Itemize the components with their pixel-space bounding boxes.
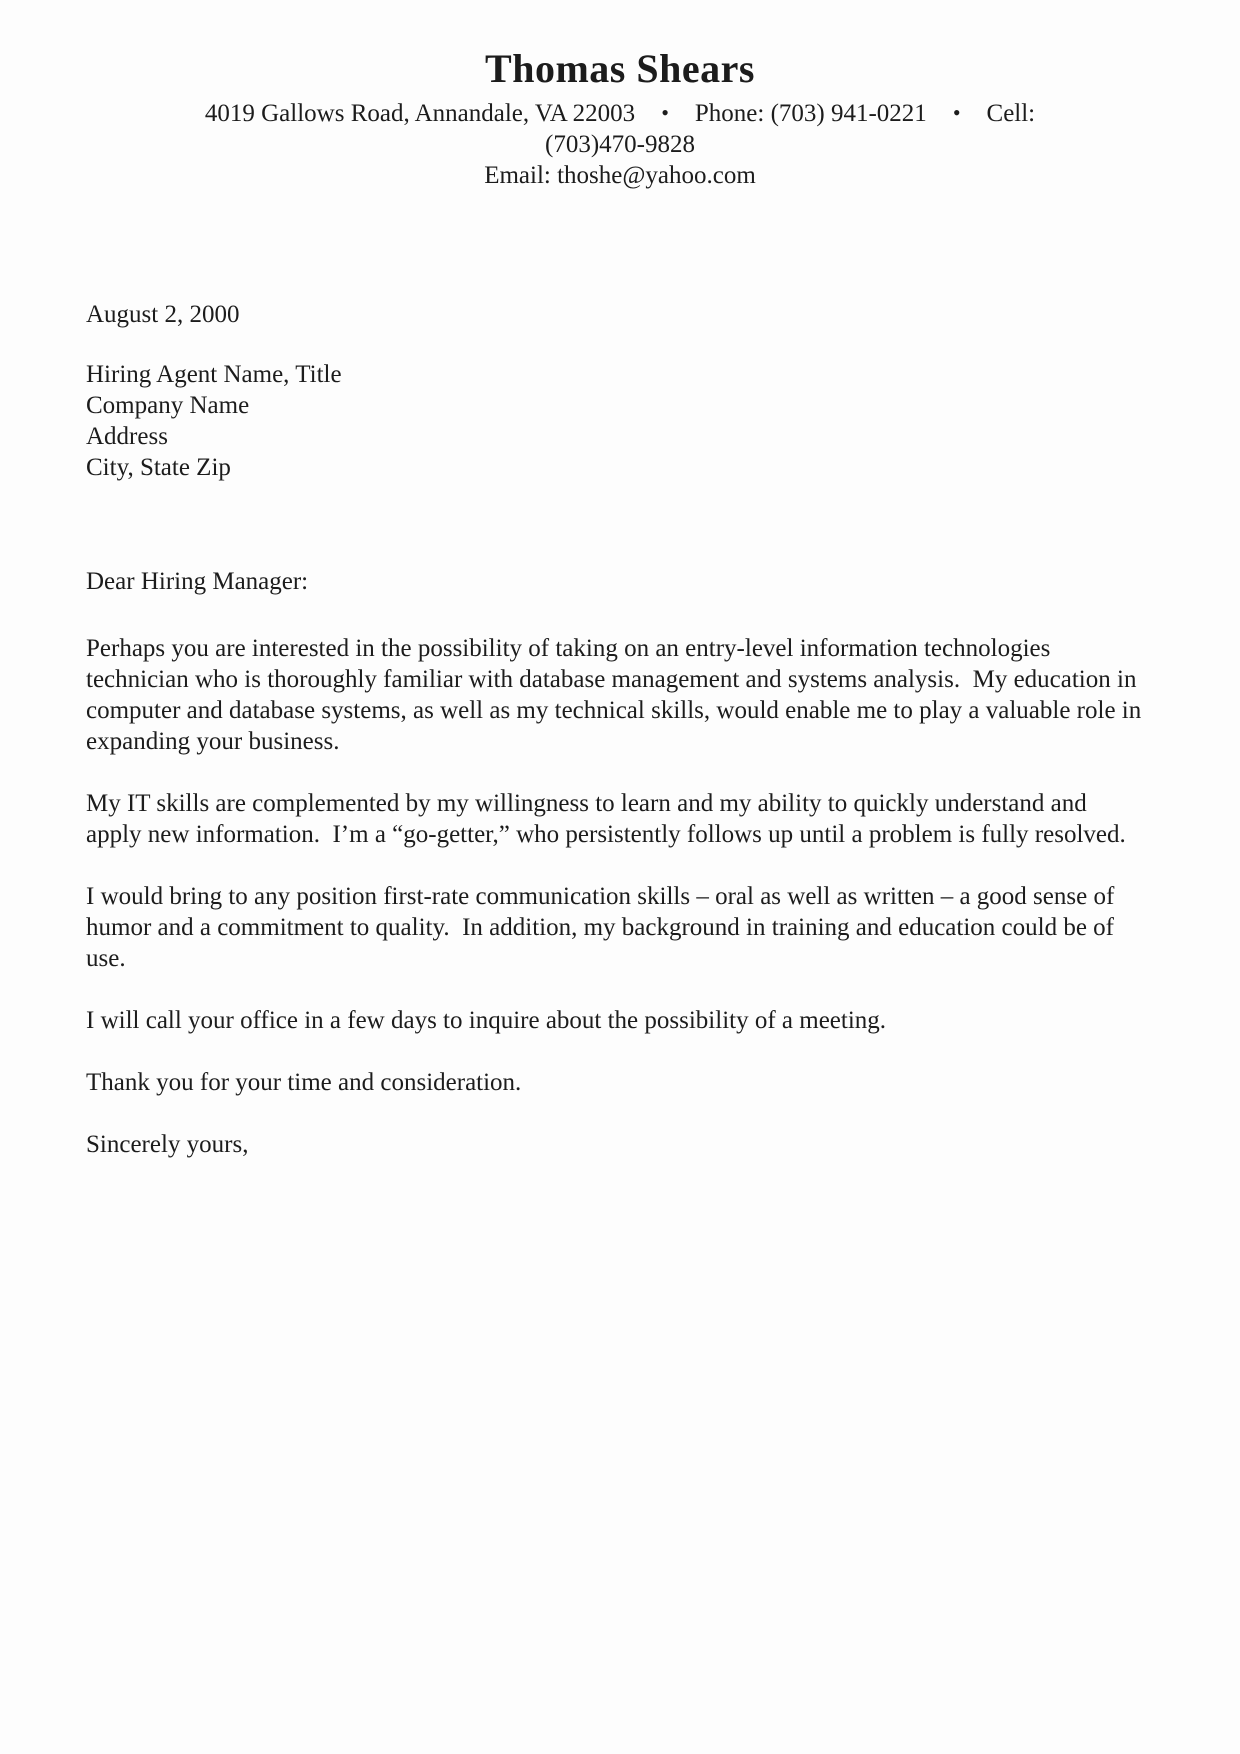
sender-cell-number: (703)470-9828 (545, 131, 695, 158)
paragraph-it-skills: My IT skills are complemented by my willingness to learn and my ability to quickly understand and apply new information. I’m a “go-getter,” who persistently follows up until a problem is fully resolved. (86, 790, 1126, 848)
recipient-name-title: Hiring Agent Name, Title (86, 361, 342, 388)
sender-phone: Phone: (703) 941-0221 (694, 100, 927, 127)
sender-cell-label: Cell: (986, 100, 1036, 127)
recipient-company: Company Name (86, 392, 250, 419)
recipient-address: Address (86, 423, 168, 450)
paragraph-thank-you: Thank you for your time and consideration. (86, 1069, 522, 1096)
bullet-separator-icon: • (661, 100, 669, 125)
closing-signoff: Sincerely yours, (86, 1131, 249, 1158)
sender-name: Thomas Shears (485, 46, 755, 91)
letter-body (86, 299, 1148, 1160)
sender-email: Email: thoshe@yahoo.com (484, 162, 756, 189)
letter-header (0, 0, 1240, 191)
bullet-separator-icon: • (952, 100, 961, 125)
recipient-block (86, 359, 1144, 483)
paragraph-intro: Perhaps you are interested in the possibility of taking on an entry-level information technologies technician who is thoroughly familiar with database management and systems analysis. My education in computer and database systems, as well as my technical skills, would enable me to play a valuable role in expanding your business. (86, 635, 1148, 755)
sender-street-address: 4019 Gallows Road, Annandale, VA 22003 (204, 100, 636, 127)
salutation: Dear Hiring Manager: (86, 568, 309, 595)
letter-date: August 2, 2000 (86, 301, 240, 328)
contact-line-1 (0, 97, 1240, 129)
paragraph-follow-up: I will call your office in a few days to inquire about the possibility of a meeting. (86, 1007, 887, 1034)
paragraph-communication: I would bring to any position first-rate communication skills – oral as well as written – a good sense of humor and a commitment to quality. In addition, my background in training and education could be of use. (86, 883, 1121, 972)
recipient-city-state-zip: City, State Zip (86, 454, 231, 481)
